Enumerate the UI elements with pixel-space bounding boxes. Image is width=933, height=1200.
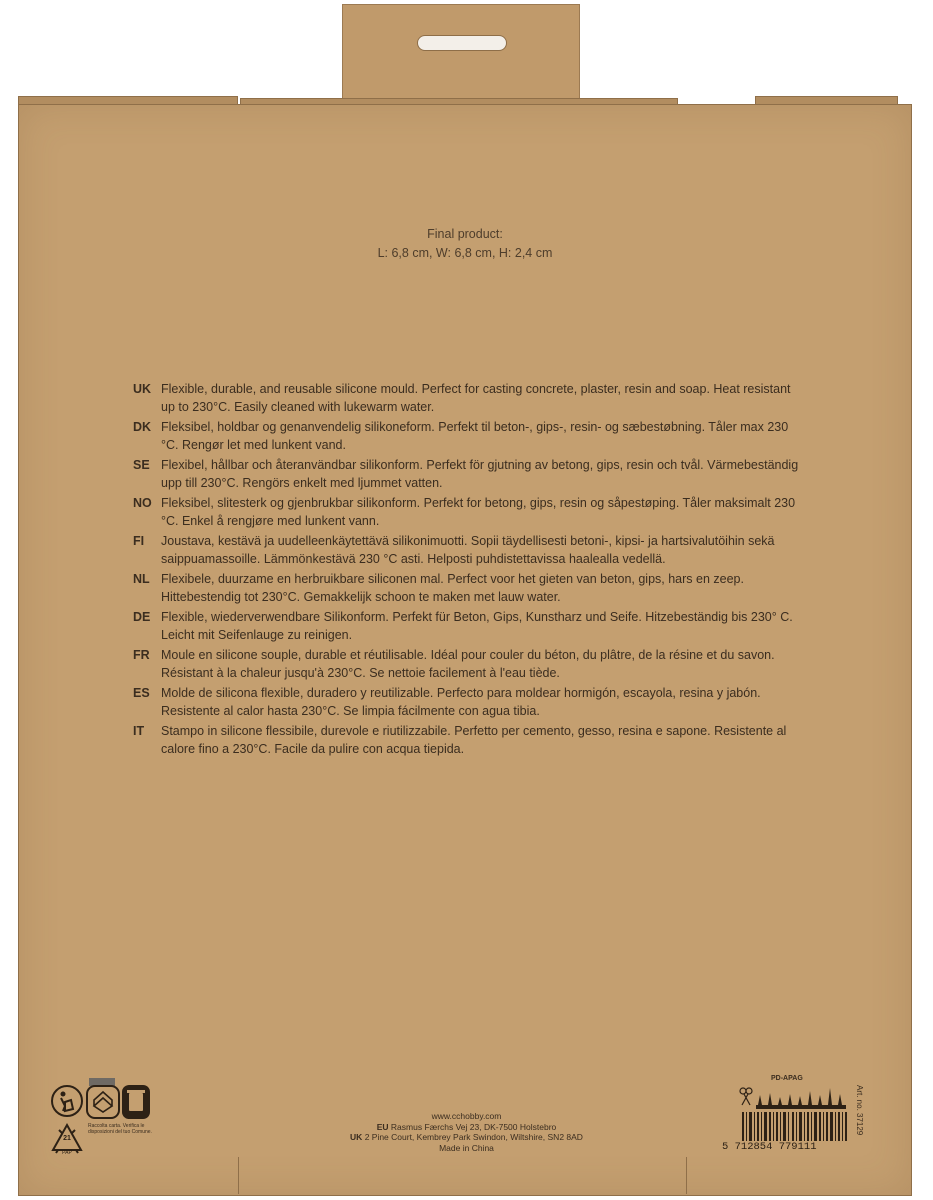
recycling-code-label: PAP [62, 1150, 72, 1156]
eu-label: EU [376, 1121, 389, 1132]
language-code: FR [133, 648, 150, 662]
language-code: IT [133, 724, 145, 738]
description-de [133, 608, 803, 644]
language-code: ES [133, 686, 150, 700]
uk-address-text: 2 Pine Court, Kembrey Park Swindon, Wiltshire, SN2 8AD [364, 1132, 583, 1142]
box-crease-right [686, 1157, 687, 1194]
eu-address-text: Rasmus Færchs Vej 23, DK-7500 Holstebro [390, 1121, 557, 1132]
tool-icons [738, 1085, 850, 1111]
barcode-label [722, 1085, 852, 1155]
description-text: Flexibel, hållbar och återanvändbar silikonform. Perfekt för gjutning av betong, gips, resin och tvål. Värmebeständig upp till 230°C. Rengörs enkelt med ljummet vatten. [161, 458, 799, 490]
language-code: DK [133, 420, 152, 434]
product-descriptions [133, 380, 803, 760]
description-se [133, 456, 803, 492]
description-nl [133, 570, 803, 606]
description-text: Joustava, kestävä ja uudelleenkäytettävä silikonimuotti. Sopii täydellisesti betoni-, kipsi- ja hartsivalutöihin sekä saippuamassoille. Lämmönkestävä 230 °C asti. Helposti puhdistettavissa haalealla vedellä. [161, 534, 775, 566]
language-code: NO [133, 496, 152, 510]
description-dk [133, 418, 803, 454]
description-it [133, 722, 803, 758]
country-of-origin: Made in China [439, 1142, 494, 1153]
description-text: Stampo in silicone flessibile, durevole e riutilizzabile. Perfetto per cemento, gesso, resina e sapone. Resistente al calore fino a 230°C. Facile da pulire con acqua tiepida. [161, 724, 787, 756]
barcode [742, 1112, 847, 1141]
description-no [133, 494, 803, 530]
pd-code: PD-APAG [771, 1075, 803, 1082]
recycling-instructions: Raccolta carta. Verifica le disposizioni del tuo Comune. [88, 1123, 152, 1135]
website-link: www.cchobby.com [431, 1111, 502, 1121]
language-code: DE [133, 610, 151, 624]
box-crease-left [238, 1157, 239, 1194]
description-fi [133, 532, 803, 568]
final-product-dimensions: L: 6,8 cm, W: 6,8 cm, H: 2,4 cm [377, 246, 553, 260]
description-text: Flexibele, duurzame en herbruikbare siliconen mal. Perfect voor het gieten van beton, gips, hars en zeep. Hittebestendig tot 230°C. Gemakkelijk schoon te maken met lauw water. [161, 572, 744, 604]
language-code: FI [133, 534, 145, 548]
final-product-heading: Final product: [427, 227, 503, 241]
description-uk [133, 380, 803, 416]
uk-label: UK [350, 1132, 363, 1142]
final-product-info [19, 225, 911, 263]
description-text: Flexible, wiederverwendbare Silikonform. Perfekt für Beton, Gips, Kunstharz und Seife. Hitzebeständig bis 230° C. Leicht mit Seifenlauge zu reinigen. [161, 610, 793, 642]
description-es [133, 684, 803, 720]
recycling-code-number: 21 [63, 1135, 71, 1142]
language-code: SE [133, 458, 150, 472]
description-text: Moule en silicone souple, durable et réutilisable. Idéal pour couler du béton, du plâtre, de la résine et du savon. Résistant à la chaleur jusqu'à 230°C. Se nettoie facilement à l'eau tiède. [161, 648, 775, 680]
package-back [18, 104, 912, 1196]
description-text: Fleksibel, holdbar og genanvendelig silikoneform. Perfekt til beton-, gips-, resin- og sæbestøbning. Tåler max 230 °C. Rengør let med lunkent vand. [161, 420, 789, 452]
language-code: NL [133, 572, 150, 586]
barcode-number: 5 712854 779111 [722, 1141, 817, 1153]
hang-hole [417, 35, 507, 51]
hang-tab [342, 4, 580, 101]
description-text: Molde de silicona flexible, duradero y reutilizable. Perfecto para moldear hormigón, escayola, resina y jabón. Resistente al calor hasta 230°C. Se limpia fácilmente con agua tibia. [161, 686, 761, 718]
description-fr [133, 646, 803, 682]
description-text: Fleksibel, slitesterk og gjenbrukbar silikonform. Perfekt for betong, gips, resin og såpestøping. Tåler maksimalt 230 °C. Enkel å rengjøre med lunkent vann. [161, 496, 796, 528]
language-code: UK [133, 382, 152, 396]
article-number: Art. no. 37129 [855, 1085, 864, 1136]
description-text: Flexible, durable, and reusable silicone mould. Perfect for casting concrete, plaster, resin and soap. Heat resistant up to 230°C. Easily cleaned with lukewarm water. [161, 382, 791, 414]
